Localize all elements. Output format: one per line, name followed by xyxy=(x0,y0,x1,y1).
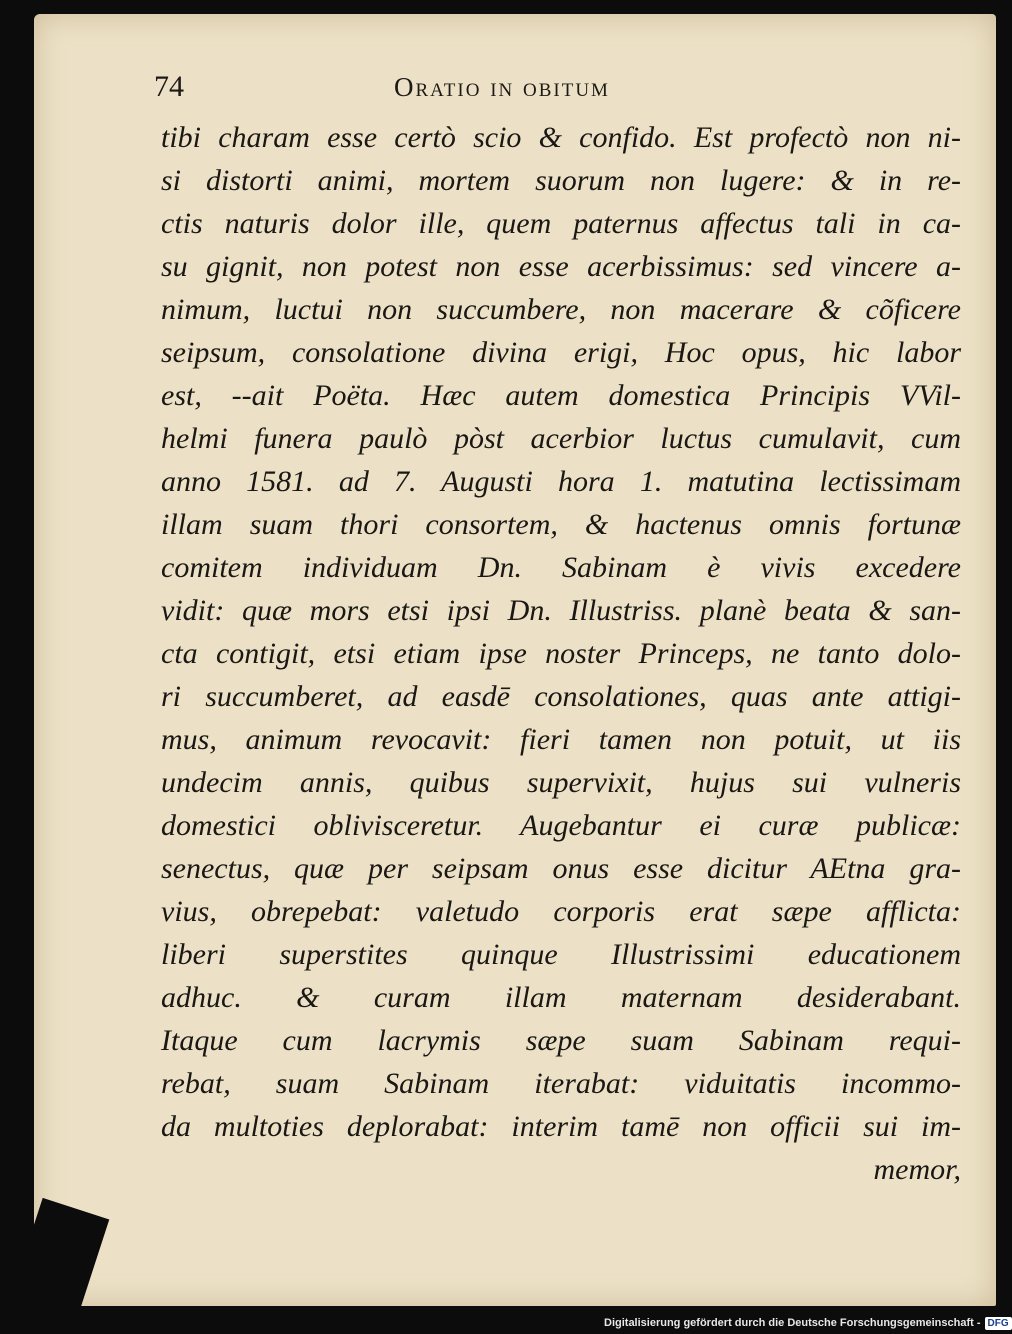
text-line: est, --ait Poëta. Hæc autem domestica Principis VVil- xyxy=(161,379,961,412)
text-line: liberi superstites quinque Illustrissimi educationem xyxy=(161,938,961,971)
text-line: cta contigit, etsi etiam ipse noster Princeps, ne tanto dolo- xyxy=(161,637,961,670)
book-page xyxy=(34,14,996,1306)
text-line: seipsum, consolatione divina erigi, Hoc opus, hic labor xyxy=(161,336,961,369)
text-line: anno 1581. ad 7. Augusti hora 1. matutina lectissimam xyxy=(161,465,961,498)
page-header xyxy=(154,70,974,110)
body-text xyxy=(161,116,961,1191)
dfg-logo: DFG xyxy=(985,1317,1012,1330)
text-line: undecim annis, quibus supervixit, hujus sui vulneris xyxy=(161,766,961,799)
text-line: tibi charam esse certò scio & confido. Est profectò non ni- xyxy=(161,121,961,154)
text-line: vidit: quæ mors etsi ipsi Dn. Illustriss. planè beata & san- xyxy=(161,594,961,627)
text-line: vius, obrepebat: valetudo corporis erat sæpe afflicta: xyxy=(161,895,961,928)
text-line: nimum, luctui non succumbere, non macerare & cõficere xyxy=(161,293,961,326)
text-line: ri succumberet, ad easdē consolationes, quas ante attigi- xyxy=(161,680,961,713)
digitization-footer xyxy=(604,1314,1012,1332)
text-line: comitem individuam Dn. Sabinam è vivis excedere xyxy=(161,551,961,584)
text-line: rebat, suam Sabinam iterabat: viduitatis incommo- xyxy=(161,1067,961,1100)
text-line: domestici oblivisceretur. Augebantur ei curæ publicæ: xyxy=(161,809,961,842)
funding-notice: Digitalisierung gefördert durch die Deutsche Forschungsgemeinschaft - xyxy=(604,1317,981,1329)
text-line: ctis naturis dolor ille, quem paternus affectus tali in ca- xyxy=(161,207,961,240)
text-line: Itaque cum lacrymis sæpe suam Sabinam requi- xyxy=(161,1024,961,1057)
text-line: su gignit, non potest non esse acerbissimus: sed vincere a- xyxy=(161,250,961,283)
text-line: adhuc. & curam illam maternam desiderabant. xyxy=(161,981,961,1014)
catchword: memor, xyxy=(873,1153,961,1186)
text-line: si distorti animi, mortem suorum non lugere: & in re- xyxy=(161,164,961,197)
text-line: helmi funera paulò pòst acerbior luctus cumulavit, cum xyxy=(161,422,961,455)
page-number: 74 xyxy=(154,70,184,103)
running-title: Oratio in obitum xyxy=(394,72,610,102)
text-line: da multoties deplorabat: interim tamē non officii sui im- xyxy=(161,1110,961,1143)
text-line: illam suam thori consortem, & hactenus omnis fortunæ xyxy=(161,508,961,541)
text-line: senectus, quæ per seipsam onus esse dicitur AEtna gra- xyxy=(161,852,961,885)
text-line: mus, animum revocavit: fieri tamen non potuit, ut iis xyxy=(161,723,961,756)
